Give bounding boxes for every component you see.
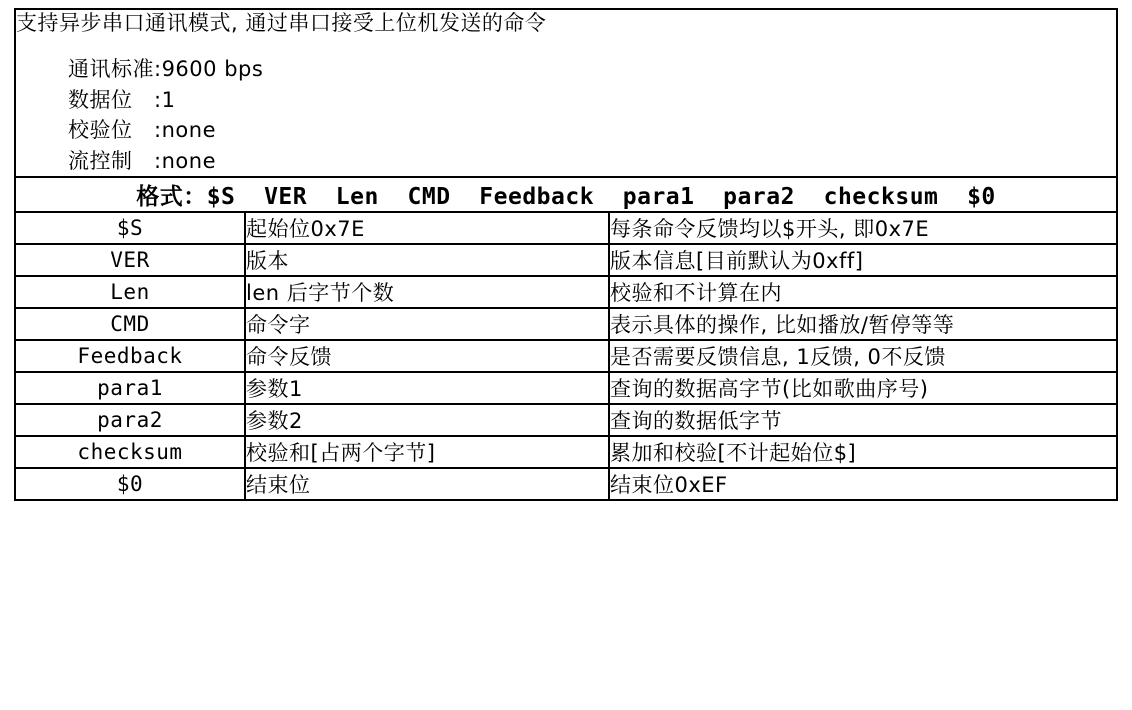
field-note: 版本信息[目前默认为0xff] [609,244,1117,276]
field-desc: 起始位0x7E [245,212,609,244]
field-desc: 结束位 [245,468,609,500]
table-row [15,340,1117,372]
field-desc: 校验和[占两个字节] [245,436,609,468]
field-desc: 参数2 [245,404,609,436]
param-line-parity: 校验位 :none [68,118,216,143]
field-name: checksum [15,436,245,468]
intro-heading: 支持异步串口通讯模式, 通过串口接受上位机发送的命令 [16,11,547,35]
table-row [15,468,1117,500]
field-note: 是否需要反馈信息, 1反馈, 0不反馈 [609,340,1117,372]
table-row [15,276,1117,308]
field-note: 每条命令反馈均以$开头, 即0x7E [609,212,1117,244]
param-line-baud: 通讯标准:9600 bps [68,57,264,82]
field-name: $S [15,212,245,244]
field-name: $0 [15,468,245,500]
table-row [15,308,1117,340]
field-desc: 参数1 [245,372,609,404]
field-note: 累加和校验[不计起始位$] [609,436,1117,468]
table-row [15,244,1117,276]
param-line-flowcontrol: 流控制 :none [68,148,216,173]
field-note: 校验和不计算在内 [609,276,1117,308]
field-name: CMD [15,308,245,340]
protocol-table [14,8,1118,501]
table-row [15,212,1117,244]
field-name: Feedback [15,340,245,372]
field-name: para2 [15,404,245,436]
format-cell [15,177,1117,212]
table-row [15,436,1117,468]
table-row [15,404,1117,436]
field-note: 表示具体的操作, 比如播放/暂停等等 [609,308,1117,340]
param-line-databits: 数据位 :1 [68,87,176,112]
intro-spacer [16,36,1116,54]
field-note: 查询的数据低字节 [609,404,1117,436]
format-label: 格式： [136,184,207,210]
field-desc: 版本 [245,244,609,276]
field-name: para1 [15,372,245,404]
table-row [15,372,1117,404]
intro-row [15,9,1117,177]
field-name: VER [15,244,245,276]
intro-cell [15,9,1117,177]
field-note: 结束位0xEF [609,468,1117,500]
field-desc: 命令反馈 [245,340,609,372]
field-desc: 命令字 [245,308,609,340]
field-name: Len [15,276,245,308]
field-note: 查询的数据高字节(比如歌曲序号) [609,372,1117,404]
format-row [15,177,1117,212]
format-fields: $S VER Len CMD Feedback para1 para2 checksum $0 [206,184,996,210]
field-desc: len 后字节个数 [245,276,609,308]
